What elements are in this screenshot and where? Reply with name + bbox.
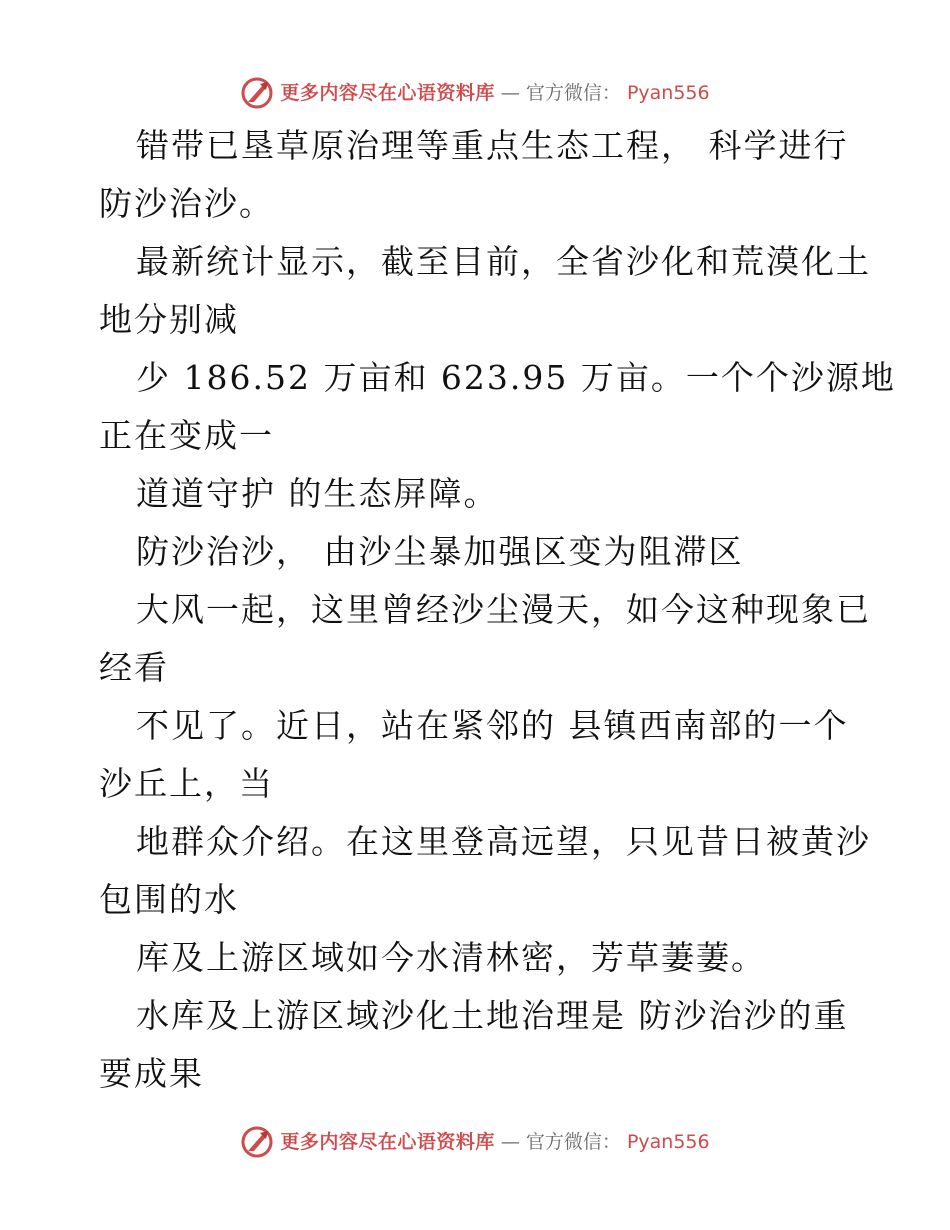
text-line: 道道守护 的生态屏障。 [136, 474, 499, 513]
text-line: 正在变成一 [99, 416, 274, 455]
text-line: 防沙治沙， 由沙尘暴加强区变为阻滞区 [136, 532, 744, 571]
text-line: 地分别减 [99, 300, 239, 339]
watermark-wechat-id: Pyan556 [626, 1131, 710, 1153]
text-line: 经看 [99, 648, 169, 687]
watermark-wechat-label: 官方微信： [525, 82, 621, 104]
text-line: 包围的水 [99, 880, 239, 919]
document-body [99, 117, 896, 1103]
quill-seal-logo-icon [240, 76, 274, 110]
watermark-text: 更多内容尽在心语资料库 [280, 82, 495, 104]
text-line: 要成果 [99, 1054, 204, 1093]
watermark-text: 更多内容尽在心语资料库 [280, 1131, 495, 1153]
text-line: 最新统计显示，截至目前，全省沙化和荒漠化土 [136, 242, 871, 281]
quill-seal-logo-icon [240, 1125, 274, 1159]
watermark-separator: — [500, 1131, 520, 1153]
header-watermark [0, 76, 950, 110]
text-line: 少 186.52 万亩和 623.95 万亩。一个个沙源地 [136, 358, 896, 397]
text-line: 防沙治沙。 [99, 184, 274, 223]
text-line: 错带已垦草原治理等重点生态工程， 科学进行 [136, 126, 849, 165]
text-line: 大风一起，这里曾经沙尘漫天，如今这种现象已 [136, 590, 871, 629]
watermark-wechat-id: Pyan556 [626, 82, 710, 104]
watermark-separator: — [500, 82, 520, 104]
text-line: 不见了。近日，站在紧邻的 县镇西南部的一个 [136, 706, 849, 745]
text-line: 沙丘上，当 [99, 764, 274, 803]
watermark-wechat-label: 官方微信： [525, 1131, 621, 1153]
text-line: 水库及上游区域沙化土地治理是 防沙治沙的重 [136, 996, 849, 1035]
footer-watermark [0, 1125, 950, 1159]
text-line: 地群众介绍。在这里登高远望，只见昔日被黄沙 [136, 822, 871, 861]
text-line: 库及上游区域如今水清林密，芳草萋萋。 [136, 938, 766, 977]
